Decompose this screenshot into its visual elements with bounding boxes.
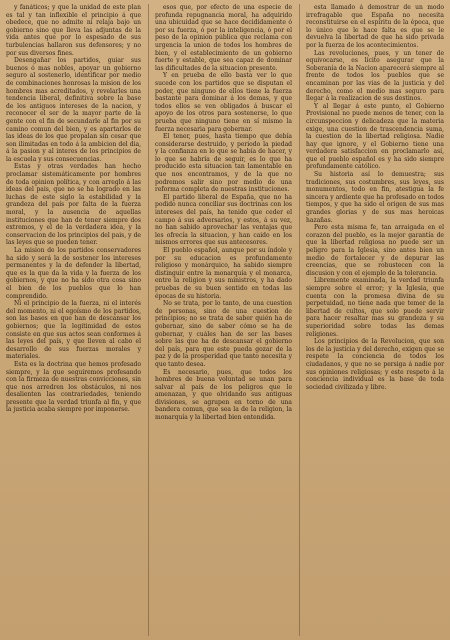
paragraph: Esta es la doctrina que hemos profesado siempre, y la que seguiremos profesando con la firmeza de nuestras convicciones, sin que nos arredren los obstáculos, ni nos desalienten las contrariedades, teniendo presente que la verdad triunfa al fin, y que la justicia acaba siempre por imponerse. [6,360,141,414]
text-column-3 [306,4,444,636]
paragraph: Pero esta misma fe, tan arraigada en el corazon del pueblo, es la mejor garantía de que la libertad religiosa no puede ser un peligro para la Iglesia, sino antes bien un medio de fortalecer y de depurar las creencias, que se robustecen con la discusion y con el ejemplo de la tolerancia. [306,224,444,277]
paragraph: El tener, pues, hasta tiempo que debía considerarse destruido, y periodo la piedad y la confianza en lo que se había de hacer, y lo que se habría de seguir, es lo que ha producido esta situacion tan lamentable en que nos encontramos, y de la que no podremos salir sino por medio de una reforma completa de nuestras instituciones. [155,133,292,194]
text-column-2 [155,4,292,636]
text-column-1 [6,4,141,636]
paragraph: El pueblo español, aunque por su índole y por su educacion es profundamente religioso y monárquico, ha sabido siempre distinguir entre la monarquía y el monarca, entre la religion y sus ministros, y ha dado pruebas de su buen sentido en todas las épocas de su historia. [155,247,292,300]
paragraph: Es necesario, pues, que todos los hombres de buena voluntad se unan para salvar al país de los peligros que le amenazan, y que olvidando sus antiguas divisiones, se agrupen en torno de una bandera comun, que sea la de la religion, la monarquía y la libertad bien entendida. [155,368,292,422]
paragraph: Los principios de la Revolucion, que son los de la justicia y del derecho, exigen que se respete la conciencia de todos los ciudadanos, y que no se persiga á nadie por sus opiniones religiosas; y este respeto á la conciencia individual es la base de toda sociedad civilizada y libre. [306,338,444,391]
column-divider [299,4,300,636]
paragraph: Desengañar los partidos, guiar sus buenos ó mas nobles, apoyar un gobierno seguro al sostenerlo, identificar por medio de combinaciones honrosas la mision de los hombres mas acreditados, y revelarles una tendencia liberal, definitiva sobre la base de los antiguos intereses de la nacion, y reconocer el ser de la mayor parte de la gente con el fin de secundarle al fin por su camino comun del bien, y es apartarlos de las ideas de los que propalan sin cesar que son ilimitadas en todo á la ambicion del dia, á la pasion y al interes de los principios de la escuela y sus consecuencias. [6,57,141,163]
paragraph: esos que, por efecto de una especie de profunda repugnancia moral, ha adquirido una ubicuidad que se hace decididamente ó por su fuerza, ó por la inteligencia, ó por el peso de la opinion pública que reclama con urgencia la union de todos los hombres de bien, y el establecimiento de un gobierno fuerte y estable, que sea capaz de dominar las dificultades de la situacion presente. [155,4,292,72]
column-divider [148,4,149,636]
paragraph: Su historia así lo demuestra; sus tradiciones, sus costumbres, sus leyes, sus monumentos, todo en fin, atestigua la fe sincera y ardiente que ha profesado en todos tiempos, y que ha sido el origen de sus mas grandes glorias y de sus mas heroicas hazañas. [306,171,444,224]
paragraph: No se trata, por lo tanto, de una cuestion de personas, sino de una cuestion de principios; no se trata de saber quién ha de gobernar, sino de saber cómo se ha de gobernar, y cuáles han de ser las bases sobre las que ha de descansar el gobierno del país, para que este pueda gozar de la paz y de la prosperidad que tanto necesita y que tanto desea. [155,300,292,368]
paragraph: y fanáticos; y que la unidad de este plan es tal y tan inflexible el principio á que obedece, que no admite ni relaja bajo un gobierno sino que lleva las adjuntas de la vida antes que por lo espesado de sus turbulencias hallaron sus defensores; y no por sus diversos fines. [6,4,141,57]
paragraph: Las revoluciones, pues, y un tener de equivocarse, es lícito asegurar que la Soberanía de la Nacion aparecerá siempre al frente de todos los pueblos que se encaminan por las vias de la justicia y del derecho, como el medio mas seguro para llegar á la realizacion de sus destinos. [306,49,444,103]
paragraph: Y en prueba de ello basta ver lo que sucede con los partidos que se disputan el poder, que ninguno de ellos tiene la fuerza bastante para dominar á los demas, y que todos ellos se ven obligados á buscar el apoyo de los otros para sostenerse, lo que prueba que ninguno tiene en sí mismo la fuerza necesaria para gobernar. [155,72,292,133]
paragraph: La mision de los partidos conservadores ha sido y será la de sostener los intereses permanentes y la de defender la libertad, que es la que da la vida y la fuerza de los gobiernos, y que no ha sido otra cosa sino el bien de los pueblos que lo han comprendido. [6,247,141,300]
paragraph: Y al llegar á este punto, el Gobierno Provisional no puede menos de tener, con la circunspeccion y delicadeza que la materia exige, una cuestion de trascendencia suma, la cuestion de la libertad religiosa. Nadie hay que ignore, y el Gobierno tiene una verdadera satisfaccion en proclamarlo así, que el pueblo español es y ha sido siempre profundamente católico. [306,102,444,171]
paragraph: Libremente examinada, la verdad triunfa siempre sobre el error; y la Iglesia, que cuenta con la promesa divina de su perpetuidad, no tiene nada que temer de la libertad de cultos, que solo puede servir para hacer resaltar mas su grandeza y su superioridad sobre todas las demas religiones. [306,277,444,338]
paragraph: Ni el principio de la fuerza, ni el interés del momento, ni el egoísmo de los partidos, son las bases en que han de descansar los gobiernos; que la legitimidad de estos consiste en que sus actos sean conformes á las leyes del país, y que lleven al cabo el desarrollo de sus fuerzas morales y materiales. [6,300,141,361]
paragraph: esta llamado á demostrar de un modo irrefragable que España no necesita reconstituirse en el espíritu de la época, que lo único que le hace falta es que se le devuelva la libertad de que ha sido privada por la fuerza de los acontecimientos. [306,4,444,49]
paragraph: Estas y otras verdades han hecho proclamar sistemáticamente por hombres de toda opinion política, y con arreglo á las ideas del pais, que no se ha logrado en las luchas de este siglo la estabilidad y la grandeza del país por falta de la fuerza moral, y la ausencia de aquellas instituciones que han de tener siempre dos extremos, y el de la verdadera idea, y la conservacion de los principios del pais, y de las leyes que se pueden tener. [6,163,141,247]
paragraph: El partido liberal de España, que no ha podido nunca conciliar sus doctrinas con los intereses del país, ha tenido que ceder el campo á sus adversarios, y estos, á su vez, no han sabido aprovechar las ventajas que les ofrecía la situacion, y han caido en los mismos errores que sus antecesores. [155,193,292,247]
